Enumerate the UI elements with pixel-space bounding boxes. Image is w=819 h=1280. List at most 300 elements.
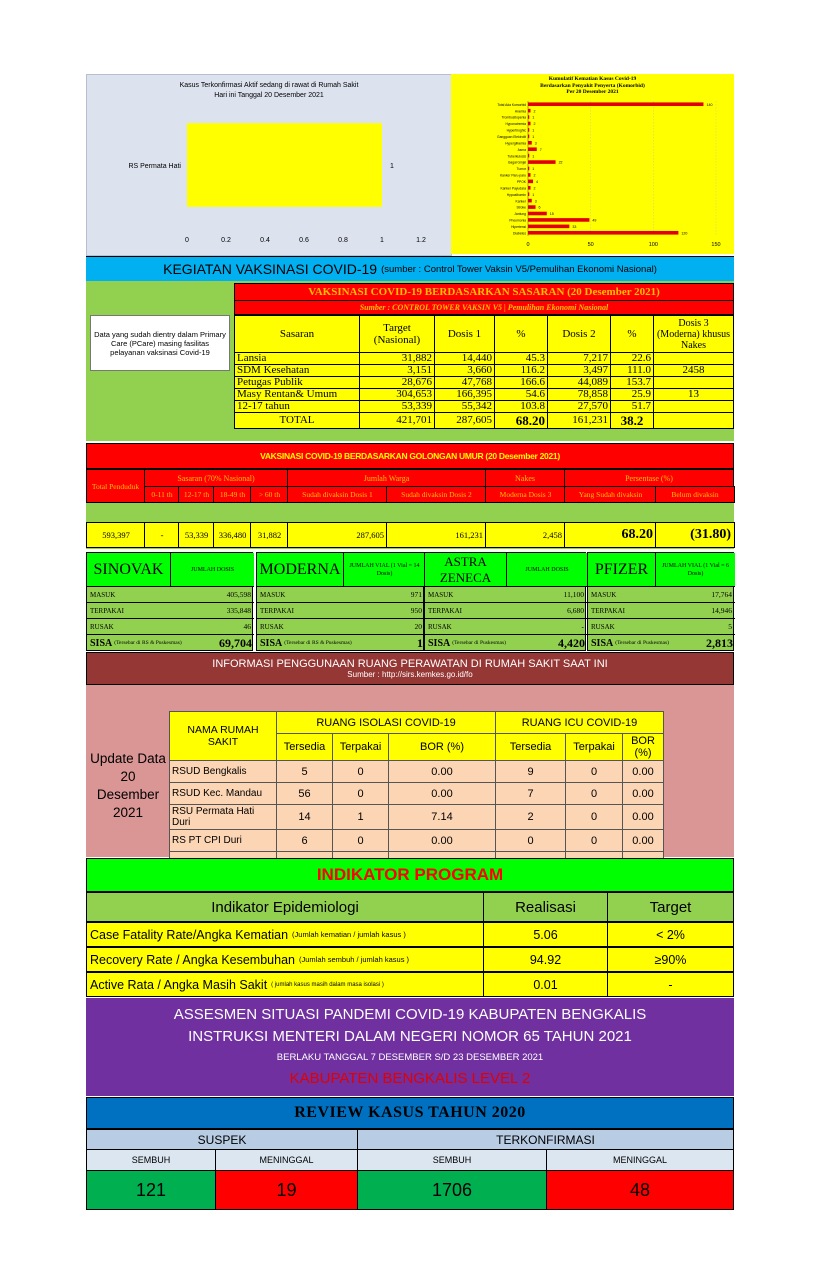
umur-value: 593,397 bbox=[86, 522, 146, 548]
sasaran-h-dosis1: Dosis 1 bbox=[435, 316, 495, 353]
x-tick-label: 150 bbox=[711, 242, 721, 248]
bar bbox=[528, 180, 533, 184]
rs-title: INFORMASI PENGGUNAAN RUANG PERAWATAN DI RUMAH SAKIT SAAT INI bbox=[212, 658, 608, 670]
bar-data-label: 49 bbox=[592, 218, 597, 223]
indikator-name bbox=[86, 972, 484, 997]
sasaran-cell: 153.7 bbox=[611, 377, 654, 389]
banner-source: (sumber : Control Tower Vaksin V5/Pemulihan Ekonomi Nasional) bbox=[381, 263, 657, 275]
bar bbox=[528, 186, 531, 190]
umur-h-persen: Persentase (%) bbox=[564, 469, 734, 487]
category-label: Hyperglikemia bbox=[505, 141, 526, 146]
stock-name: SINOVAK bbox=[87, 553, 171, 587]
sasaran-total-dosis3 bbox=[654, 413, 734, 429]
category-label: Hypertiroghic bbox=[506, 128, 526, 133]
category-label: Pneumonia bbox=[509, 218, 526, 223]
sasaran-cell bbox=[654, 353, 734, 365]
sasaran-total-row bbox=[235, 413, 734, 429]
sasaran-cell: 116.2 bbox=[495, 365, 548, 377]
sasaran-cell: 51.7 bbox=[611, 401, 654, 413]
rs-cell: 0.00 bbox=[623, 805, 664, 830]
assesmen-panel bbox=[86, 998, 734, 1096]
umur-value: 287,605 bbox=[287, 522, 388, 548]
sasaran-cell: 14,440 bbox=[435, 353, 495, 365]
sasaran-total-dosis1: 287,605 bbox=[435, 413, 495, 429]
stock-row-label: TERPAKAI bbox=[87, 603, 171, 619]
bar-data-label: 1 bbox=[390, 163, 394, 170]
bar bbox=[528, 218, 589, 222]
sasaran-cell: 55,342 bbox=[435, 401, 495, 413]
review-label: SEMBUH bbox=[357, 1149, 547, 1171]
chart-right bbox=[451, 74, 734, 254]
umur-sub: Sudah divaksin Dosis 1 bbox=[287, 486, 388, 503]
review-value: 121 bbox=[86, 1170, 216, 1210]
rs-h-icu-tersedia: Tersedia bbox=[496, 734, 566, 761]
sasaran-cell: 166.6 bbox=[495, 377, 548, 389]
bar bbox=[528, 147, 537, 151]
sasaran-cell: 12-17 tahun bbox=[235, 401, 360, 413]
umur-h-jumlah: Jumlah Warga bbox=[287, 469, 486, 487]
stock-row-label: MASUK bbox=[425, 587, 507, 603]
rs-name: RS PT CPI Duri bbox=[170, 830, 277, 852]
umur-sub: Sudah divaksin Dosis 2 bbox=[386, 486, 487, 503]
stock-row-value: 5 bbox=[656, 619, 735, 635]
x-tick-label: 0 bbox=[185, 237, 189, 244]
sasaran-cell: 304,653 bbox=[360, 389, 435, 401]
rs-table bbox=[169, 711, 664, 874]
bar-data-label: 1 bbox=[532, 128, 535, 133]
stock-row-value: 950 bbox=[344, 603, 425, 619]
umur-title: VAKSINASI COVID-19 BERDASARKAN GOLONGAN UMUR (20 Desember 2021) bbox=[86, 443, 734, 469]
category-label: Asma bbox=[517, 147, 526, 152]
stock-row-value: 20 bbox=[344, 619, 425, 635]
umur-sub: Yang Sudah divaksin bbox=[564, 486, 657, 503]
rs-row bbox=[170, 783, 664, 805]
sasaran-source: Sumber : CONTROL TOWER VAKSIN V5 | Pemulihan Ekonomi Nasional bbox=[234, 301, 734, 315]
sasaran-cell bbox=[654, 377, 734, 389]
sasaran-row bbox=[235, 353, 734, 365]
stock-row-value: 17,764 bbox=[656, 587, 735, 603]
pcare-note-text: Data yang sudah dientry dalam Primary Care (PCare) masing fasilitas pelayanan vaksinasi Covid-19 bbox=[94, 329, 226, 357]
review-label: SEMBUH bbox=[86, 1149, 216, 1171]
bar-data-label: 140 bbox=[706, 102, 713, 107]
sasaran-cell: 166,395 bbox=[435, 389, 495, 401]
category-label: Jantung bbox=[514, 212, 526, 217]
assesmen-line3: BERLAKU TANGGAL 7 DESEMBER S/D 23 DESEMBER 2021 bbox=[276, 1052, 544, 1063]
bar-data-label: 2 bbox=[533, 173, 536, 178]
bar-data-label: 2 bbox=[533, 122, 536, 127]
category-label: Hyponatremia bbox=[505, 122, 526, 127]
rs-h-tersedia: Tersedia bbox=[277, 734, 333, 761]
sasaran-title: VAKSINASI COVID-19 BERDASARKAN SASARAN (20 Desember 2021) bbox=[234, 283, 734, 301]
indikator-target: < 2% bbox=[607, 922, 734, 947]
rs-h-bor: BOR (%) bbox=[389, 734, 496, 761]
sasaran-h-pct2: % bbox=[611, 316, 654, 353]
category-label: Tumor bbox=[516, 167, 526, 172]
stock-name: MODERNA bbox=[257, 553, 344, 587]
review-value: 1706 bbox=[357, 1170, 547, 1210]
bar bbox=[528, 231, 678, 235]
assesmen-line2: INSTRUKSI MENTERI DALAM NEGERI NOMOR 65 TAHUN 2021 bbox=[188, 1028, 632, 1045]
rs-cell: 0 bbox=[566, 783, 623, 805]
sasaran-cell: 111.0 bbox=[611, 365, 654, 377]
rs-name: RSU Permata Hati Duri bbox=[170, 805, 277, 830]
bar bbox=[528, 199, 532, 203]
stock-panel-sinovak bbox=[86, 552, 253, 651]
umur-h-total: Total Penduduk bbox=[86, 469, 145, 503]
bar-data-label: 22 bbox=[558, 160, 563, 165]
chart-right-title: Kumulatif Kematian Kasus Covid-19 bbox=[548, 76, 637, 82]
bar-data-label: 2 bbox=[533, 186, 536, 191]
review-konfirmasi: TERKONFIRMASI bbox=[357, 1129, 734, 1150]
bar bbox=[528, 115, 529, 119]
vaksinasi-banner bbox=[86, 256, 734, 282]
rs-h-icu: RUANG ICU COVID-19 bbox=[496, 712, 664, 734]
chart-right-svg bbox=[451, 74, 734, 254]
indikator-note: (Jumlah kematian / jumlah kasus ) bbox=[292, 930, 406, 939]
rs-name: RSUD Kec. Mandau bbox=[170, 783, 277, 805]
stock-sisa-value: 1 bbox=[417, 635, 423, 650]
indikator-target: - bbox=[607, 972, 734, 997]
chart-left-subtitle: Hari ini Tanggal 20 Desember 2021 bbox=[214, 92, 324, 99]
rs-update-text: Update Data 20 Desember 2021 bbox=[90, 751, 166, 820]
bar bbox=[528, 225, 569, 229]
chart-right-title-2: Berdasarkan Penyakit Penyerta (Komorbid) bbox=[540, 82, 645, 89]
chart-left-svg bbox=[87, 75, 451, 255]
sasaran-total-dosis2: 161,231 bbox=[548, 413, 611, 429]
sasaran-cell: 22.6 bbox=[611, 353, 654, 365]
rs-h-terpakai: Terpakai bbox=[333, 734, 389, 761]
rs-cell: 5 bbox=[277, 761, 333, 783]
rs-title-bar bbox=[86, 652, 734, 685]
category-label: Anemia bbox=[514, 109, 526, 114]
chart-left-title: Kasus Terkonfirmasi Aktif sedang di rawat di Rumah Sakit bbox=[179, 82, 359, 89]
sasaran-cell: 7,217 bbox=[548, 353, 611, 365]
sasaran-table-wrap bbox=[234, 283, 734, 429]
sasaran-cell: 78,858 bbox=[548, 389, 611, 401]
chart-right-title-3: Per 20 Desember 2021 bbox=[566, 89, 619, 95]
bar-data-label: 2 bbox=[533, 109, 536, 114]
bar bbox=[528, 141, 532, 145]
review-suspek: SUSPEK bbox=[86, 1129, 358, 1150]
rs-cell: 0 bbox=[333, 830, 389, 852]
category-label: Hipertensi bbox=[511, 224, 526, 229]
indikator-real: 94.92 bbox=[483, 947, 608, 972]
banner-title: KEGIATAN VAKSINASI COVID-19 bbox=[163, 261, 378, 277]
sasaran-cell: Masy Rentan& Umum bbox=[235, 389, 360, 401]
bar-data-label: 1 bbox=[532, 192, 535, 197]
stock-row-label: TERPAKAI bbox=[588, 603, 656, 619]
category-label: Trombositopenia bbox=[501, 115, 526, 120]
indikator-main: Case Fatality Rate/Angka Kematian bbox=[90, 927, 289, 942]
stock-sisa bbox=[257, 635, 373, 651]
bar bbox=[528, 102, 703, 106]
stock-row-label: RUSAK bbox=[257, 619, 344, 635]
x-tick-label: 0.8 bbox=[338, 237, 348, 244]
rs-source: Sumber : http://sirs.kemkes.go.id/fo bbox=[347, 670, 473, 679]
stock-sisa-value: 69,704 bbox=[219, 635, 252, 650]
sasaran-cell: 53,339 bbox=[360, 401, 435, 413]
stock-row-label: RUSAK bbox=[87, 619, 171, 635]
stock-row-value: 6,680 bbox=[507, 603, 587, 619]
bar-data-label: 1 bbox=[532, 167, 535, 172]
x-tick-label: 0 bbox=[526, 242, 530, 248]
rs-cell: 0 bbox=[566, 761, 623, 783]
stock-hdr: JUMLAH VIAL (1 Vial = 14 Dosis) bbox=[344, 553, 425, 587]
category-label: Tuberkulosis bbox=[507, 154, 526, 159]
rs-cell: 0 bbox=[566, 830, 623, 852]
sasaran-cell: 28,676 bbox=[360, 377, 435, 389]
umur-sub: 0-11 th bbox=[144, 486, 180, 503]
umur-h-nakes: Nakes bbox=[485, 469, 565, 487]
category-label: Gagal Ginjal bbox=[507, 160, 526, 165]
rs-cell: 7 bbox=[496, 783, 566, 805]
sasaran-cell: 45.3 bbox=[495, 353, 548, 365]
category-label: Kanker bbox=[515, 199, 526, 204]
bar-data-label: 33 bbox=[572, 224, 577, 229]
bar bbox=[528, 128, 529, 132]
stock-row-value: 14,946 bbox=[656, 603, 735, 619]
sasaran-h-target: Target (Nasional) bbox=[360, 316, 435, 353]
category-label: Kanker Paru-paru bbox=[499, 173, 526, 178]
rs-cell: 0.00 bbox=[623, 830, 664, 852]
umur-sub: 18-49 th bbox=[213, 486, 252, 503]
sasaran-cell: 3,497 bbox=[548, 365, 611, 377]
umur-sub: Belum divaksin bbox=[655, 486, 735, 503]
category-label: Total Ada Komorbid bbox=[497, 102, 526, 107]
rs-cell: 0.00 bbox=[389, 783, 496, 805]
stock-row-label: TERPAKAI bbox=[425, 603, 507, 619]
sasaran-h-dosis2: Dosis 2 bbox=[548, 316, 611, 353]
sasaran-cell: Petugas Publik bbox=[235, 377, 360, 389]
umur-sub: 12-17 th bbox=[178, 486, 215, 503]
sasaran-h-dosis3: Dosis 3 (Moderna) khusus Nakes bbox=[654, 316, 734, 353]
stock-row-value: 335,848 bbox=[171, 603, 254, 619]
sasaran-total-pct2: 38.2 bbox=[611, 413, 654, 429]
bar bbox=[528, 122, 531, 126]
rs-cell: 9 bbox=[496, 761, 566, 783]
category-label: PPOK bbox=[516, 179, 526, 184]
stock-sisa-note: (Tersebar di RS & Puskesmas) bbox=[284, 640, 352, 646]
bar bbox=[528, 160, 556, 164]
stock-hdr: JUMLAH DOSIS bbox=[171, 553, 254, 587]
stock-sisa-label: SISA bbox=[428, 637, 451, 649]
indikator-target: ≥90% bbox=[607, 947, 734, 972]
sasaran-cell: 47,768 bbox=[435, 377, 495, 389]
rs-row bbox=[170, 830, 664, 852]
x-tick-label: 100 bbox=[648, 242, 658, 248]
sasaran-h-sasaran: Sasaran bbox=[235, 316, 360, 353]
review-value: 48 bbox=[546, 1170, 734, 1210]
bar-data-label: 6 bbox=[538, 205, 541, 210]
indikator-real: 5.06 bbox=[483, 922, 608, 947]
rs-cell: 0.00 bbox=[389, 830, 496, 852]
rs-cell: 0 bbox=[333, 761, 389, 783]
stock-name: ASTRA ZENECA bbox=[425, 553, 507, 587]
rs-row bbox=[170, 761, 664, 783]
sasaran-header-row bbox=[235, 316, 734, 353]
bar bbox=[528, 167, 529, 171]
x-tick-label: 0.6 bbox=[299, 237, 309, 244]
rs-cell: 0 bbox=[496, 830, 566, 852]
sasaran-cell: 25.9 bbox=[611, 389, 654, 401]
sasaran-total-pct1: 68.20 bbox=[495, 413, 548, 429]
stock-row-label: RUSAK bbox=[588, 619, 656, 635]
umur-sub: > 60 th bbox=[250, 486, 289, 503]
indikator-name bbox=[86, 947, 484, 972]
sasaran-cell: 2458 bbox=[654, 365, 734, 377]
sasaran-cell: Lansia bbox=[235, 353, 360, 365]
indikator-h-real: Realisasi bbox=[483, 892, 608, 922]
sasaran-row bbox=[235, 401, 734, 413]
stock-sisa bbox=[425, 635, 535, 651]
bar bbox=[528, 173, 531, 177]
chart-left bbox=[86, 74, 452, 256]
stock-sisa-value: 4,420 bbox=[558, 635, 585, 650]
review-label: MENINGGAL bbox=[215, 1149, 358, 1171]
stock-sisa-value: 2,813 bbox=[706, 635, 733, 650]
umur-value: 31,882 bbox=[250, 522, 289, 548]
indikator-real: 0.01 bbox=[483, 972, 608, 997]
x-tick-label: 0.4 bbox=[260, 237, 270, 244]
indikator-name bbox=[86, 922, 484, 947]
bar bbox=[528, 135, 529, 139]
sasaran-total-label: TOTAL bbox=[235, 413, 360, 429]
umur-value: 161,231 bbox=[386, 522, 487, 548]
sasaran-total-target: 421,701 bbox=[360, 413, 435, 429]
rs-h-nama: NAMA RUMAH SAKIT bbox=[170, 712, 277, 761]
stock-hdr: JUMLAH VIAL (1 Vial = 6 Dosis) bbox=[656, 553, 735, 587]
rs-h-icu-bor: BOR (%) bbox=[623, 734, 664, 761]
rs-cell: 7.14 bbox=[389, 805, 496, 830]
review-label: MENINGGAL bbox=[546, 1149, 734, 1171]
sasaran-row bbox=[235, 377, 734, 389]
sasaran-cell: SDM Kesehatan bbox=[235, 365, 360, 377]
rs-cell: 0.00 bbox=[389, 761, 496, 783]
indikator-h-target: Target bbox=[607, 892, 734, 922]
umur-value: 68.20 bbox=[564, 522, 657, 548]
stock-row-value: 11,100 bbox=[507, 587, 587, 603]
indikator-main: Active Rata / Angka Masih Sakit bbox=[90, 977, 268, 992]
bar-data-label: 1 bbox=[532, 115, 535, 120]
sasaran-cell: 13 bbox=[654, 389, 734, 401]
rs-cell: 56 bbox=[277, 783, 333, 805]
sasaran-cell: 44,089 bbox=[548, 377, 611, 389]
stock-sisa bbox=[588, 635, 683, 651]
rs-name: RSUD Bengkalis bbox=[170, 761, 277, 783]
x-tick-label: 50 bbox=[587, 242, 594, 248]
bar-data-label: 4 bbox=[536, 179, 539, 184]
stock-panel-moderna bbox=[256, 552, 424, 651]
indikator-h-epid: Indikator Epidemiologi bbox=[86, 892, 484, 922]
stock-sisa-label: SISA bbox=[591, 637, 614, 649]
bar bbox=[528, 205, 536, 209]
sasaran-cell: 31,882 bbox=[360, 353, 435, 365]
rs-h-isolasi: RUANG ISOLASI COVID-19 bbox=[277, 712, 496, 734]
bar bbox=[528, 109, 531, 113]
stock-sisa-label: SISA bbox=[90, 637, 113, 649]
bar-data-label: 1 bbox=[532, 134, 535, 139]
rs-h-icu-terpakai: Terpakai bbox=[566, 734, 623, 761]
stock-sisa-label: SISA bbox=[260, 637, 283, 649]
stock-sisa-note: (Tersebar di Puskesmas) bbox=[615, 640, 669, 646]
pcare-note bbox=[90, 315, 230, 371]
sasaran-cell: 3,151 bbox=[360, 365, 435, 377]
bar bbox=[528, 212, 547, 216]
bar bbox=[528, 154, 529, 158]
stock-panel-pfizer bbox=[587, 552, 734, 651]
rs-header-row bbox=[170, 712, 664, 734]
indikator-note: ( jumlah kasus masih dalam masa isolasi ) bbox=[271, 981, 384, 988]
stock-row-label: MASUK bbox=[588, 587, 656, 603]
stock-panel-astra-zeneca bbox=[424, 552, 586, 651]
category-label: Diabetes bbox=[512, 231, 526, 236]
sasaran-cell bbox=[654, 401, 734, 413]
assesmen-level: KABUPATEN BENGKALIS LEVEL 2 bbox=[289, 1070, 531, 1087]
indikator-note: (Jumlah sembuh / jumlah kasus ) bbox=[298, 955, 410, 964]
umur-sub: Moderna Dosis 3 bbox=[485, 486, 566, 503]
bar-data-label: 15 bbox=[549, 212, 554, 217]
rs-cell: 2 bbox=[496, 805, 566, 830]
stock-row-label: TERPAKAI bbox=[257, 603, 344, 619]
stock-sisa-note: (Tersebar di Puskesmas) bbox=[452, 640, 506, 646]
x-tick-label: 1.2 bbox=[416, 237, 426, 244]
sasaran-cell: 54.6 bbox=[495, 389, 548, 401]
stock-row-value: 971 bbox=[344, 587, 425, 603]
stock-sisa-note: (Tersebar di RS & Puskesmas) bbox=[114, 640, 182, 646]
sasaran-cell: 27,570 bbox=[548, 401, 611, 413]
stock-row-label: RUSAK bbox=[425, 619, 507, 635]
category-label: Gangguan Elektrolit bbox=[497, 134, 526, 139]
umur-h-sasaran: Sasaran (70% Nasional) bbox=[144, 469, 288, 487]
indikator-main: Recovery Rate / Angka Kesembuhan bbox=[90, 952, 295, 967]
umur-value: - bbox=[144, 522, 180, 548]
bar-rs-permata-hati bbox=[187, 123, 382, 207]
category-label: Stroke bbox=[516, 205, 526, 210]
bar-data-label: 7 bbox=[539, 147, 542, 152]
x-tick-label: 0.2 bbox=[221, 237, 231, 244]
category-label: Kanker Payudara bbox=[500, 186, 526, 191]
stock-row-label: MASUK bbox=[87, 587, 171, 603]
sasaran-table bbox=[234, 315, 734, 429]
bar bbox=[528, 192, 529, 196]
rs-row bbox=[170, 805, 664, 830]
stock-row-value: - bbox=[507, 619, 587, 635]
rs-cell: 0 bbox=[333, 783, 389, 805]
stock-row-value: 46 bbox=[171, 619, 254, 635]
review-title: REVIEW KASUS TAHUN 2020 bbox=[86, 1097, 734, 1129]
sasaran-row bbox=[235, 365, 734, 377]
stock-sisa bbox=[87, 635, 202, 651]
umur-value: 2,458 bbox=[485, 522, 566, 548]
sasaran-cell: 103.8 bbox=[495, 401, 548, 413]
sasaran-cell: 3,660 bbox=[435, 365, 495, 377]
rs-cell: 14 bbox=[277, 805, 333, 830]
stock-row-value: 405,598 bbox=[171, 587, 254, 603]
rs-cell: 0.00 bbox=[623, 783, 664, 805]
rs-update bbox=[88, 750, 168, 822]
x-tick-label: 1 bbox=[380, 237, 384, 244]
rs-cell: 0 bbox=[566, 805, 623, 830]
sasaran-h-pct1: % bbox=[495, 316, 548, 353]
bar-data-label: 120 bbox=[681, 231, 688, 236]
bar-data-label: 1 bbox=[532, 154, 535, 159]
umur-value: 336,480 bbox=[213, 522, 252, 548]
bar-data-label: 3 bbox=[534, 199, 537, 204]
review-value: 19 bbox=[215, 1170, 358, 1210]
umur-value: (31.80) bbox=[655, 522, 735, 548]
rs-cell: 1 bbox=[333, 805, 389, 830]
umur-value: 53,339 bbox=[178, 522, 215, 548]
